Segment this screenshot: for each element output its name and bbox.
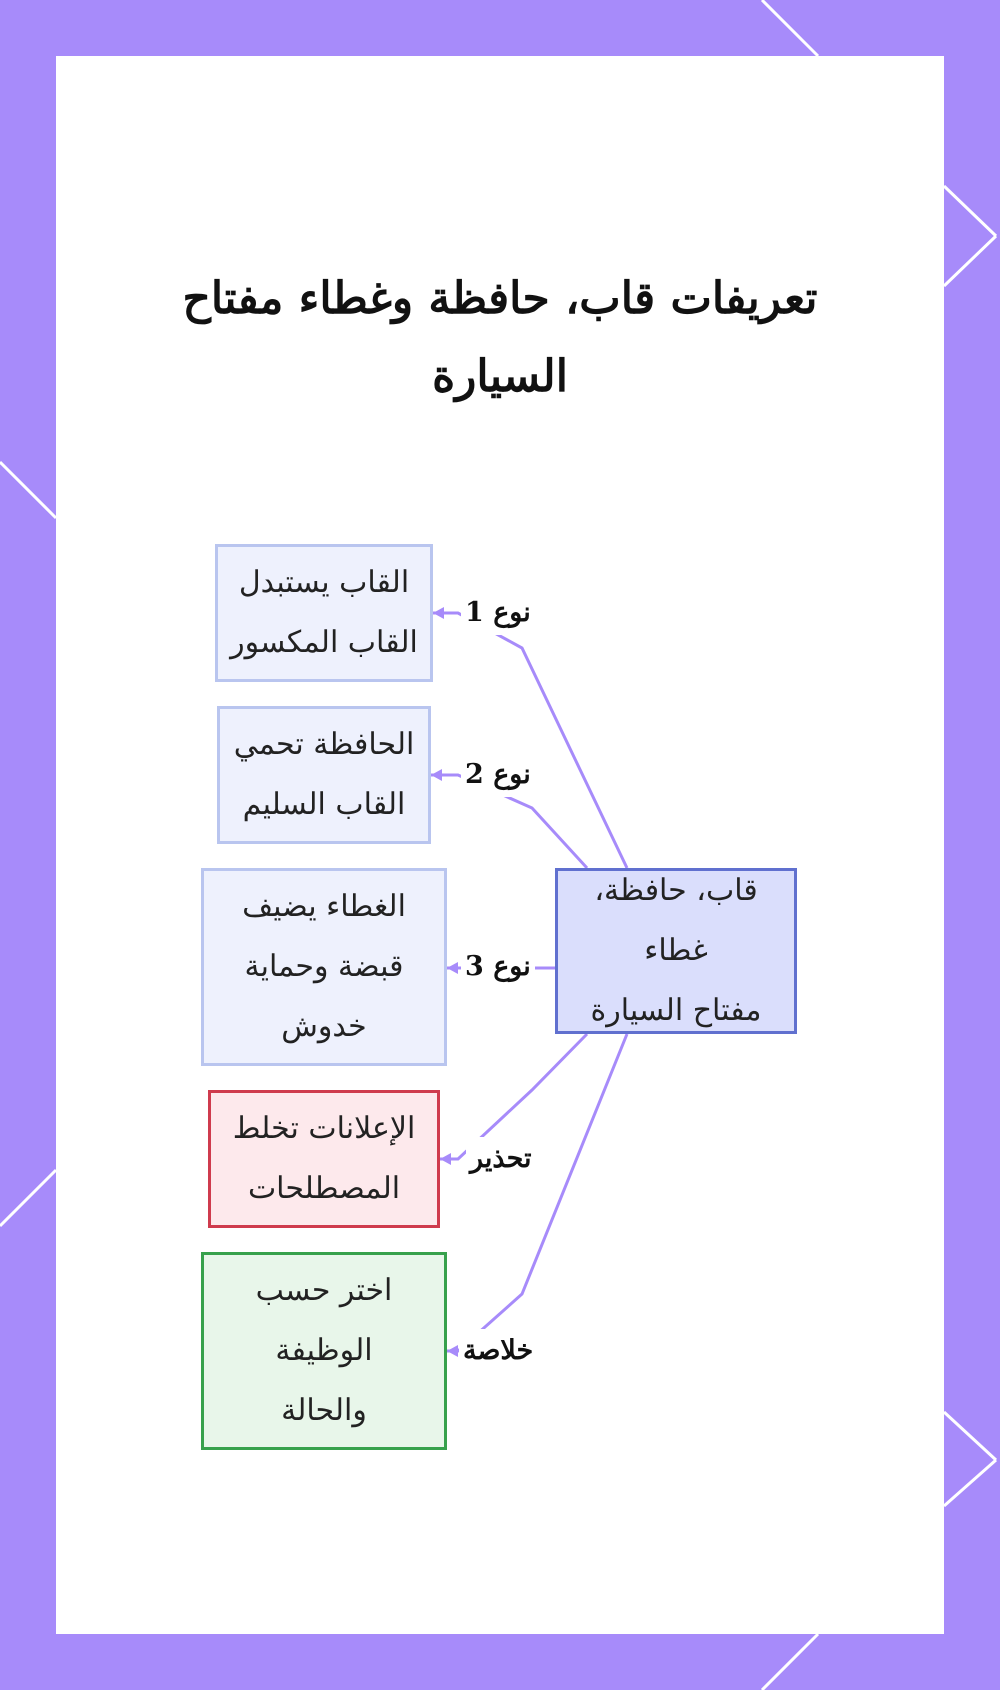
node-type-1-text: القاب يستبدل القاب المكسور [230,565,418,660]
page-title-line-1: تعريفات قاب، حافظة وغطاء مفتاح [182,273,818,324]
node-summary [201,1252,447,1450]
connector-type-1 [433,613,627,868]
node-type-1 [215,544,433,682]
node-type-3 [201,868,447,1066]
page-title-line-2: السيارة [432,351,568,402]
node-type-2-text: الحافظة تحمي القاب السليم [233,727,415,822]
connector-type-2-arrowhead [431,769,442,781]
hub-node [555,868,797,1034]
connector-lines [56,56,944,1634]
connector-warning-arrowhead [440,1153,451,1165]
edge-label-warning: تحذير [466,1137,536,1181]
edge-label-type-3: نوع 3 [461,945,535,989]
connector-type-1-arrowhead [433,607,444,619]
hub-node-text: قاب، حافظة، غطاء مفتاح السيارة [590,873,762,1028]
content-card [56,56,944,1634]
edge-label-type-1: نوع 1 [461,591,535,635]
node-warning-text: الإعلانات تخلط المصطلحات [232,1111,416,1206]
node-type-3-text: الغطاء يضيف قبضة وحماية خدوش [242,889,406,1044]
connector-summary-arrowhead [447,1345,458,1357]
edge-label-type-2: نوع 2 [461,753,535,797]
node-summary-text: اختر حسب الوظيفة والحالة [255,1273,393,1428]
node-type-2 [217,706,431,844]
edge-label-summary: خلاصة [459,1329,537,1373]
node-warning [208,1090,440,1228]
connector-summary [447,1034,627,1351]
connector-type-3-arrowhead [447,962,458,974]
